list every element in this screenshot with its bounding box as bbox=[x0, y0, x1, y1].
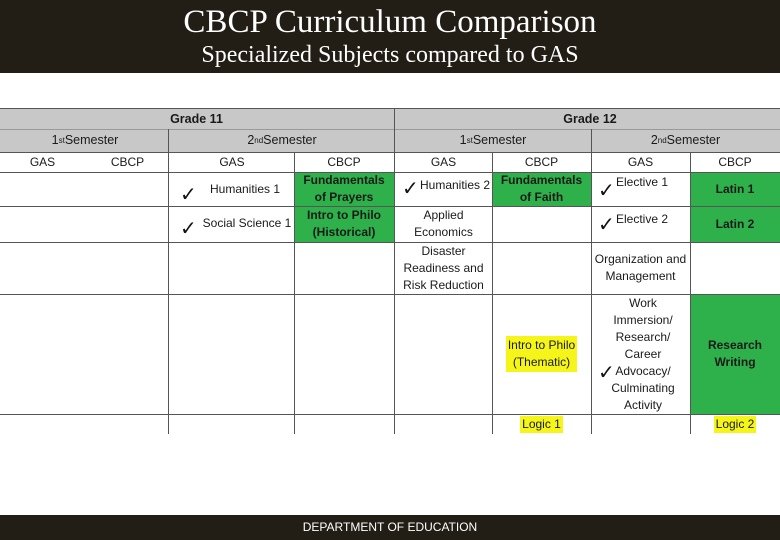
grid-line bbox=[0, 172, 780, 173]
grid-line bbox=[0, 414, 780, 415]
g12s1-cbcp-5-wrap bbox=[492, 414, 591, 434]
title-bar bbox=[0, 0, 780, 73]
g12s2-cbcp-2: Latin 2 bbox=[715, 216, 755, 231]
col-gas-g11s1: GAS bbox=[29, 155, 56, 169]
g12s1-cbcp-1: Fundamentals of Faith bbox=[500, 173, 583, 204]
g11s2-gas-2: Social Science 1 bbox=[202, 215, 292, 230]
footer-text: DEPARTMENT OF EDUCATION bbox=[302, 520, 478, 534]
g12s1-gas-3: Disaster Readiness and Risk Reduction bbox=[403, 243, 484, 292]
col-gas-g11s2: GAS bbox=[219, 155, 245, 169]
grid-line bbox=[294, 152, 295, 434]
g11s2-cbcp-2: Intro to Philo (Historical) bbox=[307, 208, 381, 239]
check-icon: ✓ bbox=[402, 176, 419, 200]
footer-bar bbox=[0, 515, 780, 540]
check-icon: ✓ bbox=[180, 182, 197, 206]
g12-sem2-header: 2 nd Semester bbox=[650, 133, 721, 147]
check-icon: ✓ bbox=[598, 212, 615, 236]
grid-line bbox=[0, 129, 780, 130]
g12s2-gas-1: Elective 1 bbox=[615, 174, 669, 189]
check-icon: ✓ bbox=[598, 178, 615, 202]
g12s2-cbcp-1: Latin 1 bbox=[715, 181, 755, 196]
grid-line bbox=[0, 108, 780, 109]
grid-line bbox=[591, 129, 592, 434]
grid-line bbox=[0, 294, 780, 295]
g12s2-cbcp-5-wrap bbox=[690, 414, 780, 434]
col-cbcp-g12s1: CBCP bbox=[524, 155, 559, 169]
g11s2-gas-1: Humanities 1 bbox=[209, 181, 281, 196]
page-subtitle: Specialized Subjects compared to GAS bbox=[201, 42, 579, 68]
g12s1-gas-2: Applied Economics bbox=[414, 208, 473, 239]
g12s1-gas-1: Humanities 2 bbox=[419, 177, 491, 192]
g12s2-cbcp-4: Research Writing bbox=[707, 338, 763, 369]
grade-12-header: Grade 12 bbox=[563, 111, 617, 126]
g11-sem1-header: 1 st Semester bbox=[51, 133, 119, 147]
g11-sem2-header: 2 nd Semester bbox=[247, 133, 317, 147]
g12s2-gas-2: Elective 2 bbox=[615, 211, 669, 226]
grid-line bbox=[492, 152, 493, 434]
col-cbcp-g12s2: CBCP bbox=[718, 155, 752, 169]
g12s1-cbcp-5: Logic 1 bbox=[522, 416, 561, 431]
page-title: CBCP Curriculum Comparison bbox=[183, 4, 597, 40]
grid-line bbox=[0, 206, 780, 207]
g12s1-cbcp-4-wrap bbox=[492, 294, 591, 414]
check-icon: ✓ bbox=[180, 216, 197, 240]
check-icon: ✓ bbox=[598, 360, 615, 384]
grid-line bbox=[0, 152, 780, 153]
col-cbcp-g11s2: CBCP bbox=[327, 155, 361, 169]
grid-line bbox=[690, 152, 691, 434]
col-gas-g12s2: GAS bbox=[627, 155, 654, 169]
g12s2-cbcp-5: Logic 2 bbox=[715, 416, 755, 431]
grade-11-header: Grade 11 bbox=[170, 111, 223, 126]
g12-sem1-header: 1 st Semester bbox=[459, 133, 527, 147]
g11s2-cbcp-1: Fundamentals of Prayers bbox=[303, 173, 385, 204]
col-gas-g12s1: GAS bbox=[430, 155, 457, 169]
grid-line bbox=[168, 129, 169, 434]
grid-line bbox=[0, 242, 780, 243]
g12s1-cbcp-4: Intro to Philo (Thematic) bbox=[506, 336, 577, 372]
g12s2-gas-4: Work Immersion/ Research/ Career Advocacy/ Culminating Activity bbox=[611, 295, 675, 412]
col-cbcp-g11s1: CBCP bbox=[110, 155, 145, 169]
g12s2-gas-3: Organization and Management bbox=[594, 252, 687, 283]
grid-line bbox=[394, 108, 395, 434]
